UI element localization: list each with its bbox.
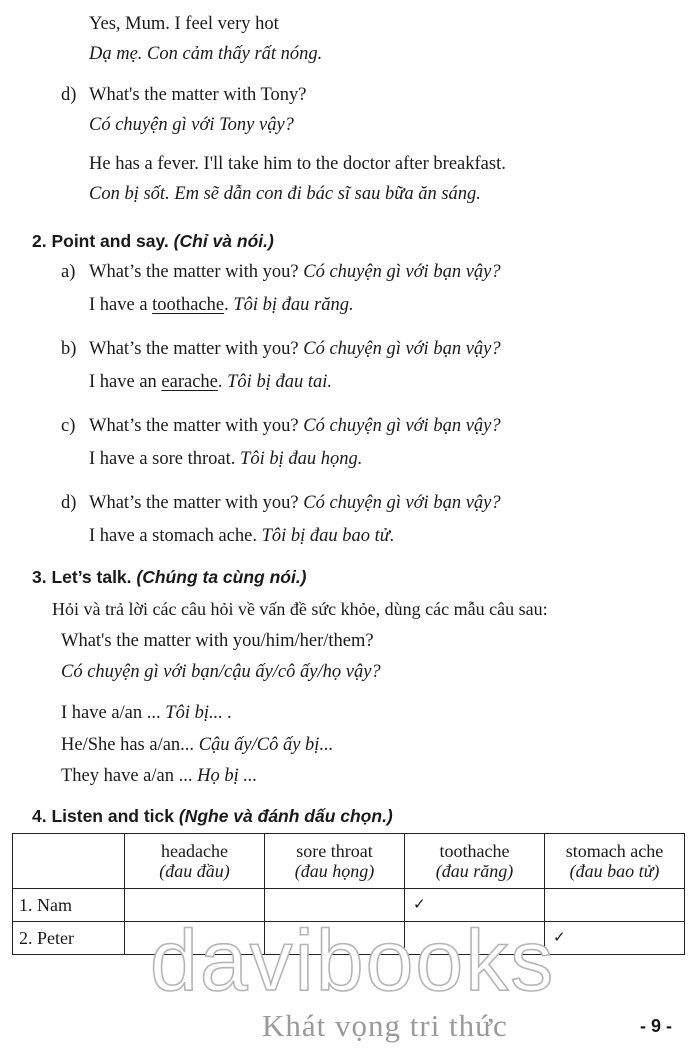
section-4-heading	[32, 805, 393, 827]
header-toothache-en: toothache	[439, 841, 510, 861]
section-2-title: 2. Point and say.	[32, 231, 169, 251]
section-3-instruction: Hỏi và trả lời các câu hỏi về vấn đề sức khỏe, dùng các mẫu câu sau:	[52, 599, 548, 619]
section-3-subtitle: (Chúng ta cùng nói.)	[136, 567, 307, 587]
dialogue-d-answer-vi: Con bị sốt. Em sẽ dẫn con đi bác sĩ sau bữa ăn sáng.	[89, 184, 481, 204]
item-a-answer	[89, 294, 354, 316]
item-d-answer-vi: Tôi bị đau bao tử.	[261, 526, 395, 546]
item-a-question	[89, 261, 501, 283]
section-3-question-en: What's the matter with you/him/her/them?	[61, 631, 374, 651]
item-b-question	[89, 338, 501, 360]
tick-cell[interactable]: ✓	[545, 922, 685, 955]
section-4-title: 4. Listen and tick	[32, 806, 174, 826]
item-a-answer-vi: Tôi bị đau răng.	[233, 295, 354, 315]
page-number: - 9 -	[640, 1016, 673, 1036]
section-3-question-vi: Có chuyện gì với bạn/cậu ấy/cô ấy/họ vậy?	[61, 662, 381, 682]
item-d-answer-en: I have a stomach ache.	[89, 526, 257, 546]
row-name-peter: 2. Peter	[13, 922, 125, 955]
item-b-question-vi: Có chuyện gì với bạn vậy?	[303, 339, 501, 359]
pattern-1-en: I have a/an ...	[61, 703, 161, 723]
item-a-question-vi: Có chuyện gì với bạn vậy?	[303, 262, 501, 282]
header-toothache	[405, 834, 545, 889]
watermark-tagline: Khát vọng tri thức	[262, 1008, 508, 1043]
tick-table-header-row	[13, 834, 685, 889]
header-stomach-ache-en: stomach ache	[565, 841, 664, 861]
item-a-question-en: What’s the matter with you?	[89, 262, 299, 282]
pattern-2-en: He/She has a/an...	[61, 735, 195, 755]
item-a-answer-post: .	[224, 295, 229, 315]
section-3-pattern-2	[61, 734, 333, 756]
header-sore-throat-vi: (đau họng)	[294, 861, 375, 881]
item-b-question-en: What’s the matter with you?	[89, 339, 299, 359]
pattern-2-vi: Cậu ấy/Cô ấy bị...	[198, 735, 334, 755]
item-b-label: b)	[61, 339, 77, 359]
item-b-answer-vi: Tôi bị đau tai.	[227, 372, 332, 392]
item-d-label: d)	[61, 493, 77, 513]
item-c-answer	[89, 448, 362, 470]
dialogue-d-label: d)	[61, 85, 77, 105]
dialogue-c-answer-en: Yes, Mum. I feel very hot	[89, 14, 279, 34]
section-3-title: 3. Let’s talk.	[32, 567, 132, 587]
item-b-answer	[89, 371, 332, 393]
item-a-label: a)	[61, 262, 76, 282]
section-2-subtitle: (Chỉ và nói.)	[173, 231, 274, 251]
item-d-question-en: What’s the matter with you?	[89, 493, 299, 513]
item-c-label: c)	[61, 416, 76, 436]
item-b-answer-pre: I have an	[89, 372, 162, 392]
header-sore-throat	[265, 834, 405, 889]
row-name-nam: 1. Nam	[13, 889, 125, 922]
section-2-heading	[32, 230, 274, 252]
item-b-answer-post: .	[217, 372, 223, 392]
pattern-1-vi: Tôi bị... .	[165, 703, 233, 723]
item-a-answer-pre: I have a	[89, 295, 153, 315]
header-stomach-ache-vi: (đau bao tử)	[569, 861, 660, 881]
item-d-question-vi: Có chuyện gì với bạn vậy?	[303, 493, 501, 513]
section-4-subtitle: (Nghe và đánh dấu chọn.)	[178, 806, 393, 826]
item-c-answer-en: I have a sore throat.	[89, 449, 236, 469]
item-d-question	[89, 492, 501, 514]
item-c-answer-vi: Tôi bị đau họng.	[240, 449, 363, 469]
item-d-answer	[89, 525, 395, 547]
item-a-keyword: toothache	[152, 295, 225, 315]
header-stomach-ache	[545, 834, 685, 889]
pattern-3-vi: Họ bị ...	[197, 766, 258, 786]
dialogue-d-answer-en: He has a fever. I'll take him to the doctor after breakfast.	[89, 154, 506, 174]
pattern-3-en: They have a/an ...	[61, 766, 193, 786]
header-toothache-vi: (đau răng)	[435, 861, 514, 881]
item-c-question	[89, 415, 501, 437]
header-headache-en: headache	[161, 841, 228, 861]
tick-cell[interactable]	[545, 889, 685, 922]
watermark-brand: davibooks	[150, 913, 556, 1009]
tick-cell[interactable]: ✓	[405, 889, 545, 922]
section-3-pattern-3	[61, 765, 257, 787]
header-empty-cell	[13, 834, 125, 889]
header-headache-vi: (đau đầu)	[159, 861, 230, 881]
dialogue-c-answer-vi: Dạ mẹ. Con cảm thấy rất nóng.	[89, 44, 323, 64]
header-sore-throat-en: sore throat	[296, 841, 373, 861]
item-b-keyword: earache	[161, 372, 218, 392]
dialogue-d-question-en: What's the matter with Tony?	[89, 85, 307, 105]
header-headache	[125, 834, 265, 889]
section-3-pattern-1	[61, 702, 232, 724]
item-c-question-en: What’s the matter with you?	[89, 416, 299, 436]
section-3-heading	[32, 566, 307, 588]
dialogue-d-question-vi: Có chuyện gì với Tony vậy?	[89, 115, 294, 135]
item-c-question-vi: Có chuyện gì với bạn vậy?	[303, 416, 501, 436]
